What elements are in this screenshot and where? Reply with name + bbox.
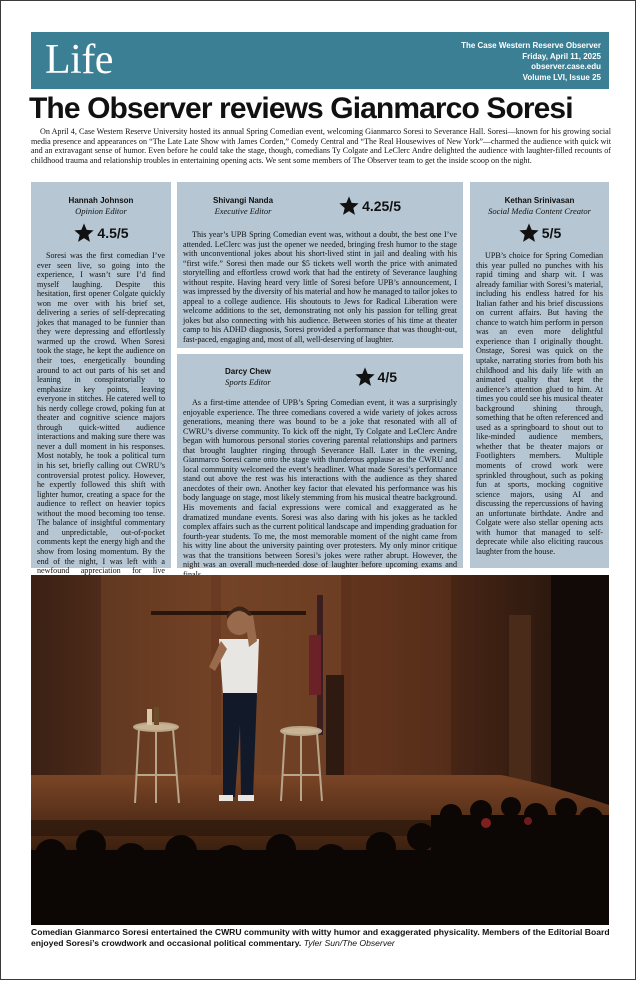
star-icon: [338, 195, 360, 217]
rating: [338, 195, 401, 217]
masthead-info: [461, 41, 601, 83]
rating: [37, 222, 165, 244]
reviewer-name: Shivangi Nanda: [213, 196, 274, 205]
rating-value: 4/5: [377, 369, 397, 385]
review-box-kethan-srinivasan: [470, 182, 609, 568]
caption-text: Comedian Gianmarco Soresi entertained the CWRU community with witty humor and exaggerated physicality. Members of the Editorial Board enjoyed Soresi’s crowdwork and occasional political commentary.: [31, 927, 610, 948]
rating: [354, 366, 397, 388]
section-title: Life: [45, 37, 113, 83]
review-header: [183, 192, 457, 220]
comedian-on-stage-illustration: [31, 575, 609, 925]
reviewer-role: Social Media Content Creator: [488, 206, 591, 216]
review-box-hannah-johnson: [31, 182, 171, 576]
rating: [476, 222, 603, 244]
reviewer-name: Darcy Chew: [225, 367, 271, 376]
star-icon: [73, 222, 95, 244]
star-icon: [518, 222, 540, 244]
review-text: This year’s UPB Spring Comedian event was, without a doubt, the best one I’ve attended. LeClerc was just the opener we needed, bringing fresh humor to the stage with unconventional jokes about his short-lived stint in jail and dealing with his “first wife.” Soresi then made our $5 tickets well worth the price with animated storytelling and effortless crowd work that had the entirety of Severance laughing without respite. Having heard very little of Soresi before UPB’s announcement, I was impressed by the diversity of his material and how he managed to tailor jokes to appeal to a college audience. His shoutouts to Jews for Radical Liberation were welcome additions to the set, demonstrating not only his passion for telling great jokes but also connecting with his audience. Between stories of his time at theater camp to his ADHD diagnosis, Soresi provided a performance that was thought-out, fast-paced, engaging and, most of all, well-deserving of laughter.: [183, 230, 457, 345]
website-link[interactable]: observer.case.edu: [531, 62, 601, 71]
section-masthead: [31, 32, 609, 89]
reviewer-role: Sports Editor: [225, 377, 271, 387]
review-text: Soresi was the first comedian I’ve ever seen live, so going into the experience, I wasn’t sure I’d find myself laughing. Despite this hesitation, first opener Colgate quickly won me over with his brief set, delivering a series of self-deprecating jokes that managed to be funnier than they were depressing and effortlessly warmed up the crowd. When Soresi took the stage, he kept the audience on their toes, energetically bounding around to act out parts of his set and leaning in conspiratorially to emphasize key points, leaving everyone in stitches. He catered well to his nerdy college crowd, poking fun at theater and cognitive science majors through quick-witted audience interactions and making sure there was never a dull moment in his responses. Most notably, he took a political turn in his set, briefly calling out CWRU’s controversial protest policy. However, he expertly followed this shift with lighter humor, creating a space for the audience to reflect on heavier topics without the mood becoming too tense. The balance of insightful commentary and unpredictable, out-of-pocket comments kept the energy high and the show from losing momentum. By the end of the night, I was left with a newfound appreciation for live: [37, 251, 165, 576]
rating-value: 4.25/5: [362, 198, 401, 214]
article-intro: On April 4, Case Western Reserve University hosted its annual Spring Comedian event, welcoming Gianmarco Soresi to Severance Hall. Soresi—known for his growing social media presence and appearances on “The Late Late Show with James Corden,” Comedy Central and “The Real Housewives of New York”—charmed the audience with quick wit and an extravagant sense of humor. Even before he could take the stage, though, comedians Ty Colgate and LeClerc Andre delighted the audience with laughter-filled recounts of childhood trauma and relationship troubles in entertaining opening acts. We sent some members of The Observer team to get the inside scoop on the night.: [31, 127, 611, 165]
article-headline: The Observer reviews Gianmarco Soresi: [29, 92, 573, 125]
reviewer-role: Opinion Editor: [75, 206, 127, 216]
reviewer-role: Executive Editor: [214, 206, 272, 216]
rating-value: 4.5/5: [97, 225, 129, 241]
rating-value: 5/5: [541, 225, 562, 241]
review-box-shivangi-nanda: [177, 182, 463, 348]
issue-number: Volume LVI, Issue 25: [522, 72, 601, 82]
review-box-darcy-chew: [177, 354, 463, 568]
reviewer-name: Kethan Srinivasan: [504, 196, 575, 205]
review-header: [183, 363, 457, 391]
star-icon: [354, 366, 376, 388]
stage-photo: [31, 575, 609, 925]
photo-credit: Tyler Sun/The Observer: [303, 937, 395, 948]
review-text: As a first-time attendee of UPB’s Spring Comedian event, it was a surprisingly enjoyable experience. The three comedians covered a wide variety of jokes across generations, meaning there was bound to be a joke that resonated with all of CWRU’s diverse community. To kick off the night, Ty Colgate and LeClerc Andre began with humorous personal stories covering parental relationships and partners that brought laughter ringing through Severance Hall. Later in the evening, Gianmarco Soresi came onto the stage with thunderous applause as the CWRU and local community welcomed the event’s headliner. What made Soresi’s performance stand out above the rest was his interactions with the audience as they shared anecdotes of their own. Another key factor that elevated his performance was his body language on stage, most likely stemming from his musical theatre background. His movements and facial expressions were comical and exaggerated as he dramatized mundane events. Soresi was also daring with his jokes as he tackled complex affairs such as the current political landscape and impending graduation for fourth-year students. To me, the most memorable moment of the night came from his witty line about the university painting over protesters. My only minor critique was that the transitions between Soresi’s jokes were rather abrupt. However, the night was an overall much-needed dose of laughter before upcoming exams and: [183, 398, 457, 570]
paper-name: The Case Western Reserve Observer: [461, 41, 601, 50]
issue-date: Friday, April 11, 2025: [522, 51, 601, 61]
reviewer-name: Hannah Johnson: [68, 196, 134, 205]
review-text: UPB’s choice for Spring Comedian this year pulled no punches with his rapid timing and sharp wit. I was already familiar with Soresi’s material, including his endless hatred for his Italian father and his brief discussions on current affairs. But having the chance to watch him perform in person was an even more delightful experience than I originally thought. Onstage, Soresi was quick on the uptake, narrating stories from both his childhood and his daily life with an animated quality that kept the audience’s attention glued to him. At times you could see his musical theater background shining through, something that he often referenced and used as a springboard to shout out to like-minded audience members, whether that be theater majors or Footlighters members. Multiple moments of crowd work were sprinkled throughout, such as poking fun at sports, mocking cognitive science majors, using AI and discussing the repercussions of having an unfortunate birthdate. Andre and Colgate were also stellar opening acts with humor that managed to self-deprecate while also eliciting raucous laughter from the house.: [476, 251, 603, 556]
photo-caption: [31, 927, 611, 948]
